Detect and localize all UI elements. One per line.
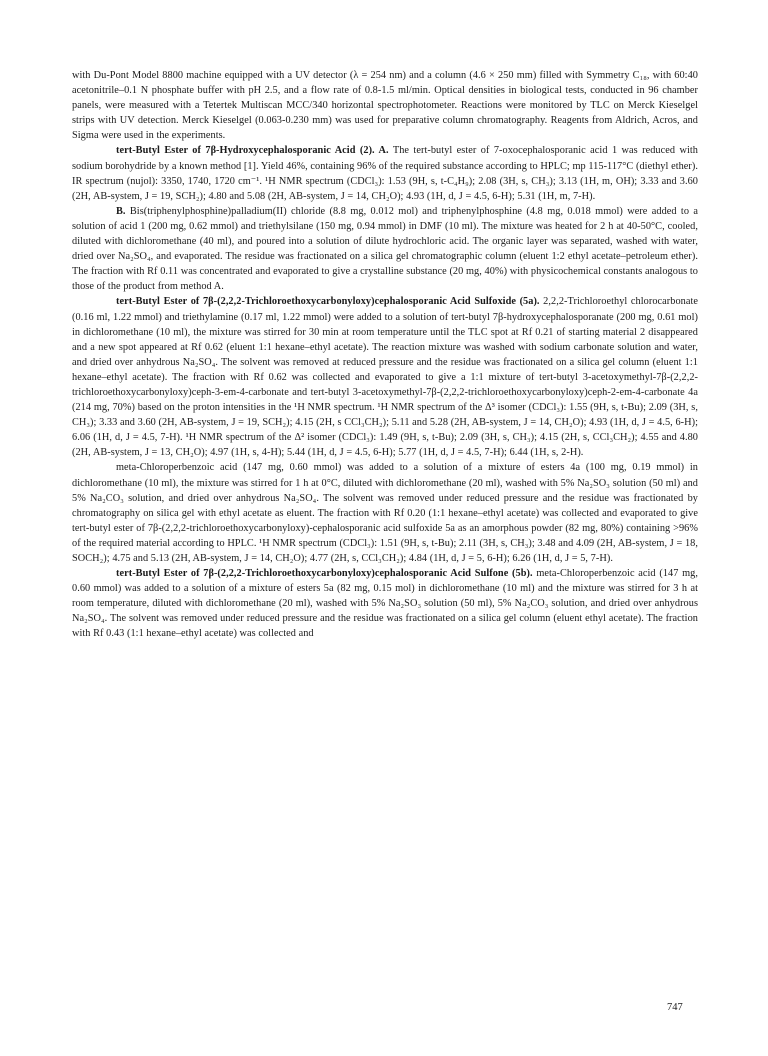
section-heading: tert-Butyl Ester of 7β-(2,2,2-Trichloroethoxycarbonyloxy)cephalosporanic Acid Sulfoxide (5a). — [116, 296, 540, 308]
section-heading: B. — [116, 205, 126, 217]
paragraph-compound-2-method-a — [72, 143, 698, 203]
paragraph-instrumentation — [72, 68, 698, 143]
paragraph-text: Bis(triphenylphosphine)palladium(II) chloride (8.8 mg, 0.012 mol) and triphenylphosphine (4.8 mg, 0.018 mmol) were added to a solution of acid 1 (200 mg, 0.62 mmol) and triethylsilane (150 mg, 0.94 mmol) in DMF (10 ml). The mixture was heated for 2 h at 40-50°C, cooled, diluted with dichloromethane (40 ml), and poured into a solution of dilute hydrochloric acid. The organic layer was separated, washed with water, dried over Na₂SO₄, and evaporated. The residue was fractionated on a silica gel chromatographic column (eluent 1:2 ethyl acetate–petroleum ether). The fraction with Rf 0.11 was concentrated and evaporated to give a crystalline substance (20 mg, 40%) with physicochemical constants analogous to those of the product from method A. — [72, 205, 698, 293]
paragraph-text: meta-Chloroperbenzoic acid (147 mg, 0.60 mmol) was added to a solution of a mixture of esters 4a (100 mg, 0.19 mmol) in dichloromethane (10 ml), the mixture was stirred for 1 h at 0°C, diluted with dichloromethane (20 ml), washed with 5% Na₂SO₃ solution (50 ml) and 5% Na₂CO₃ solution, and dried over anhydrous Na₂SO₄. The solvent was removed under reduced pressure and the residue was fractionated by chromatography on silica gel with ethyl acetate as eluent. The fraction with Rf 0.20 (1:1 hexane–ethyl acetate) was collected and evaporated to give tert-butyl ester of 7β-(2,2,2-trichloroethoxycarbonyloxy)-cephalosporanic acid sulfoxide 5a as an amorphous powder (82 mg, 80%) containing >96% of the required material according to HPLC. ¹H NMR spectrum (CDCl₃): 1.51 (9H, s, t-Bu); 2.11 (3H, s, CH₃); 3.48 and 4.09 (2H, AB-system, J = 18, SOCH₂); 4.75 and 5.13 (2H, AB-system, J = 14, CH₂O); 4.77 (2H, s, CCl₃CH₂); 4.84 (1H, d, J = 5, 6-H); 6.26 (1H, d, J = 5, 7-H). — [72, 462, 698, 564]
section-heading: tert-Butyl Ester of 7β-(2,2,2-Trichloroethoxycarbonyloxy)cephalosporanic Acid Sulfone (5b). — [116, 568, 533, 580]
paragraph-oxidation — [72, 460, 698, 566]
article-body — [72, 68, 698, 642]
paragraph-text: The tert-butyl ester of 7-oxocephalosporanic acid 1 was reduced with sodium borohydride by a known method [1]. Yield 46%, containing 96% of the required substance according to HPLC; mp 115-117°C (diethyl ether). IR spectrum (nujol): 3350, 1740, 1720 cm⁻¹. ¹H NMR spectrum (CDCl₃): 1.53 (9H, s, t-C₄H₉); 2.08 (3H, s, CH₃); 3.13 (1H, m, OH); 3.33 and 3.60 (2H, AB-system, J = 19, SCH₂); 4.80 and 5.08 (2H, AB-system, J = 14, CH₂O); 4.93 (1H, d, J = 4.5, 6-H); 5.31 (1H, m, 7-H). — [72, 145, 698, 202]
paragraph-text: 2,2,2-Trichloroethyl chlorocarbonate (0.16 ml, 1.22 mmol) and triethylamine (0.17 ml, 1.22 mmol) were added to a solution of tert-butyl 7β-hydroxycephalosporanate (200 mg, 0.61 mol) in dichloromethane (10 ml), the mixture was stirred for 30 min at room temperature until the TLC spot at Rf 0.21 of starting material 2 disappeared and a new spot appeared at Rf 0.62 (eluent 1:1 hexane–ethyl acetate). The reaction mixture was washed with sodium carbonate solution and water, and dried over anhydrous Na₂SO₄. The solvent was removed at reduced pressure and the residue was fractionated on a silica gel column (eluent 1:1 hexane–ethyl acetate). The fraction with Rf 0.62 was collected and evaporated to give a 1:1 mixture of tert-butyl 3-acetoxymethyl-7β-(2,2,2-trichloroethoxycarbonyloxy)ceph-3-em-4-carbonate and tert-butyl 3-acetoxymethyl-7β-(2,2,2-trichloroethoxycarbonyloxy)ceph-2-em-4-carbonate 4a (214 mg, 70%) based on the proton intensities in the ¹H NMR spectrum. ¹H NMR spectrum of the Δ³ isomer (CDCl₃): 1.55 (9H, s, t-Bu); 2.09 (3H, s, CH₃); 3.33 and 3.60 (2H, AB-system, J = 19, SCH₂); 4.15 (2H, s CCl₃CH₂); 5.11 and 5.28 (2H, AB-system, J = 14, CH₂O); 4.93 (1H, d, J = 4.5, 6-H); 6.06 (1H, d, J = 4.5, 7-H). ¹H NMR spectrum of the Δ² isomer (CDCl₃): 1.49 (9H, s, t-Bu); 2.09 (3H, s, CH₃); 4.15 (2H, s, CCl₃CH₂); 4.55 and 4.80 (2H, AB-system, J = 13, CH₂O); 4.97 (1H, s, 4-H); 5.44 (1H, d, J = 4.5, 6-H); 5.77 (1H, d, J = 4.5, 7-H); 6.44 (1H, s, 2-H). — [72, 296, 698, 459]
paragraph-text: with Du-Pont Model 8800 machine equipped with a UV detector (λ = 254 nm) and a column (4.6 × 250 mm) filled with Symmetry C₁₈, with 60:40 acetonitrile–0.1 N phosphate buffer with pH 2.5, and a flow rate of 0.8-1.5 ml/min. Optical densities in biological tests, conducted in 96 chamber panels, were measured with a Tetertek Multiscan MCC/340 horizontal spectrophotometer. Reactions were monitored by TLC on Merck Kieselgel strips with UV detection. Merck Kieselgel (0.063-0.230 mm) was used for preparative column chromatography. Reagents from Aldrich, Acros, and Sigma were used in the experiments. — [72, 70, 698, 142]
paragraph-compound-5b — [72, 566, 698, 641]
section-heading: tert-Butyl Ester of 7β-Hydroxycephalosporanic Acid (2). A. — [116, 145, 389, 157]
paragraph-text: meta-Chloroperbenzoic acid (147 mg, 0.60 mmol) was added to a solution of a mixture of esters 5a (82 mg, 0.15 mol) in dichloromethane (10 ml) and the mixture was stirred for 3 h at room temperature, diluted with dichloromethane (20 ml), washed with 5% Na₂SO₃ solution (50 ml), 5% Na₂CO₃ solution, and dried over anhydrous Na₂SO₄. The solvent was removed under reduced pressure and the residue was fractionated on a silica gel column (eluent ethyl acetate). The fraction with Rf 0.43 (1:1 hexane–ethyl acetate) was collected and — [72, 568, 699, 640]
paragraph-compound-2-method-b — [72, 204, 698, 295]
page-number: 747 — [667, 1002, 683, 1013]
paragraph-compound-5a — [72, 294, 698, 460]
